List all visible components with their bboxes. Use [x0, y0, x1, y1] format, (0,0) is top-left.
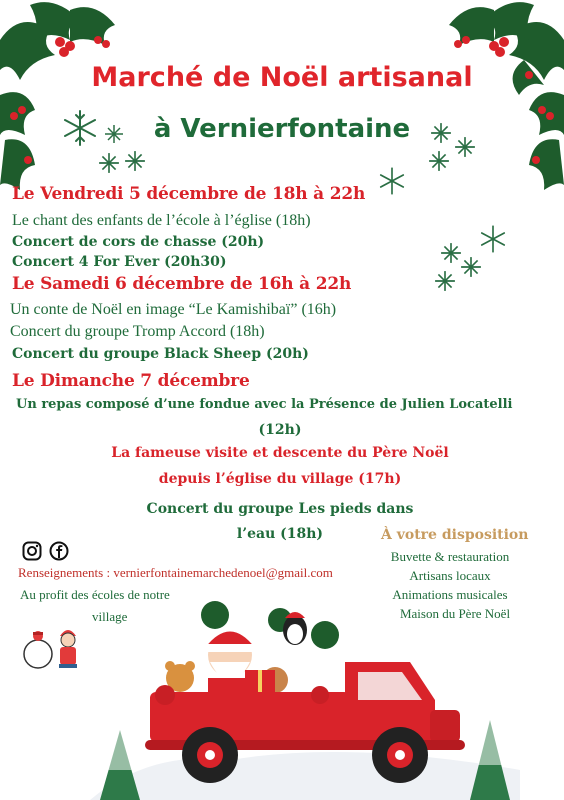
disposition-item: Animations musicales [392, 587, 508, 602]
event-item: Concert 4 For Ever (20h30) [12, 254, 227, 270]
sparkle-icon [440, 242, 462, 264]
event-item: Un repas composé d’une fondue avec la Présence de Julien Locatelli [16, 397, 513, 412]
disposition-item: Artisans locaux [409, 568, 491, 583]
disposition-item: Buvette & restauration [390, 549, 510, 564]
page-title: Marché de Noël artisanal [91, 62, 473, 93]
page-subtitle: à Vernierfontaine [153, 114, 411, 144]
disposition-title: À votre disposition [381, 527, 529, 543]
event-item: depuis l’église du village (17h) [158, 471, 402, 487]
event-item: Concert du groupe Tromp Accord (18h) [10, 323, 265, 340]
event-item: La fameuse visite et descente du Père Noël [111, 445, 449, 461]
day-heading-sunday: Le Dimanche 7 décembre [12, 371, 250, 391]
sparkle-icon [124, 150, 146, 172]
day-heading-saturday: Le Samedi 6 décembre de 16h à 22h [12, 274, 352, 294]
sparkle-icon [98, 152, 120, 174]
benefit-line: Au profit des écoles de notre [20, 587, 170, 602]
truck-illustration [90, 600, 520, 800]
sparkle-icon [434, 270, 456, 292]
holly-right-decoration [434, 0, 564, 200]
event-item: Concert du groupe Les pieds dans [146, 501, 414, 517]
event-item: l’eau (18h) [236, 526, 324, 542]
disposition-item: Maison du Père Noël [399, 606, 511, 621]
sparkle-icon [460, 256, 482, 278]
event-item: (12h) [258, 422, 302, 438]
benefit-line: village [92, 609, 128, 624]
snowflake-icon [377, 166, 407, 196]
snowflake-icon [478, 224, 508, 254]
instagram-icon[interactable] [22, 541, 42, 561]
facebook-icon[interactable] [49, 541, 69, 561]
event-item: Un conte de Noël en image “Le Kamishibaï” (16h) [10, 301, 337, 318]
event-item: Concert de cors de chasse (20h) [12, 234, 265, 250]
event-item: Le chant des enfants de l’école à l’église (18h) [12, 212, 311, 229]
day-heading-friday: Le Vendredi 5 décembre de 18h à 22h [12, 184, 366, 204]
snowman-illustration [18, 614, 88, 674]
event-item: Concert du groupe Black Sheep (20h) [12, 346, 309, 362]
contact-info: Renseignements : vernierfontainemarchedenoel@gmail.com [18, 565, 333, 580]
sparkle-icon [428, 150, 450, 172]
